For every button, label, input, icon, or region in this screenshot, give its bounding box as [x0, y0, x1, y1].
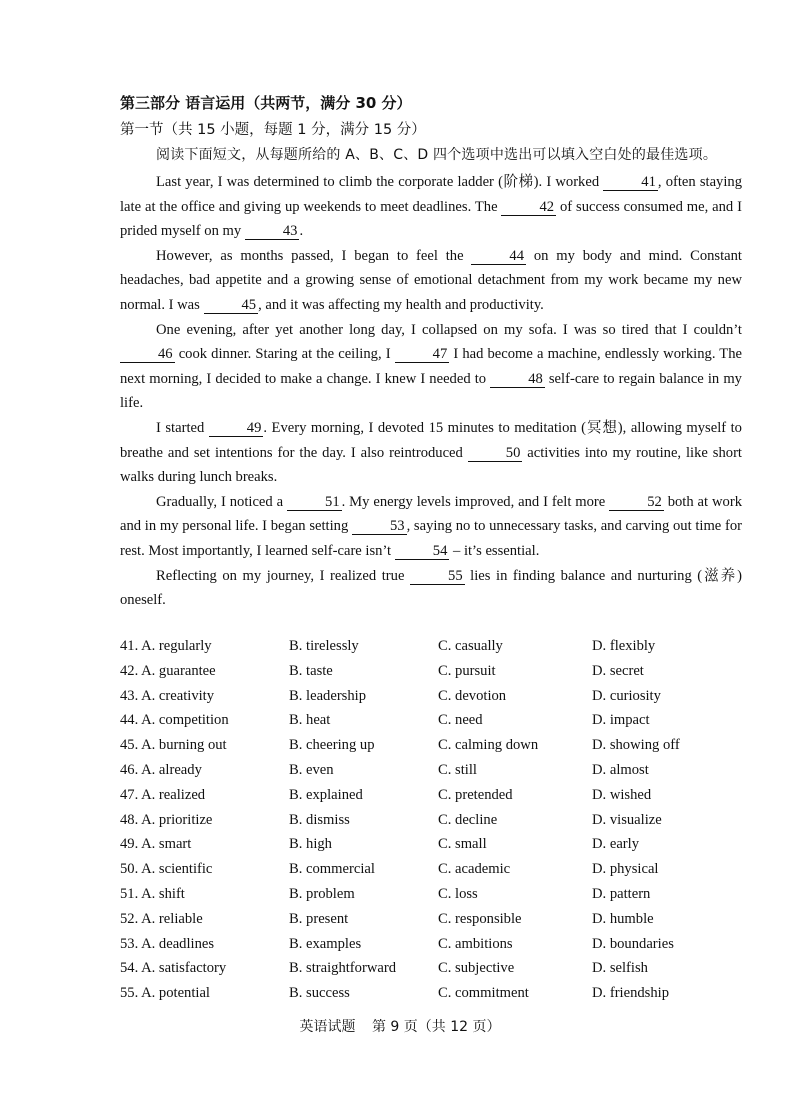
option-row: 44. A. competition B. heat C. need D. impact — [120, 712, 650, 729]
blank-48: 48 — [490, 372, 545, 388]
option-row: 41. A. regularly B. tirelessly C. casually D. flexibly — [120, 638, 656, 654]
option-row: 43. A. creativity B. leadership C. devotion D. curiosity — [120, 687, 661, 704]
option-row: 47. A. realized B. explained C. pretended D. wished — [120, 786, 652, 803]
option-row: 51. A. shift B. problem C. loss D. pattern — [120, 885, 651, 902]
option-row: 50. A. scientific B. commercial C. academic D. physical — [120, 861, 659, 878]
option-row: 55. A. potential B. success C. commitment D. friendship — [120, 985, 670, 1002]
cloze-passage — [120, 170, 742, 613]
blank-44: 44 — [471, 249, 526, 265]
paragraph-5: Gradually, I noticed a 51 . My energy levels improved, and I felt more 52 both at work and in my personal life. I began setting 53 , saying no to unnecessary tasks, and carving out time for rest. Most importantly, I learned self-care isn’t 54 – it’s essential. — [120, 493, 743, 559]
blank-55: 55 — [410, 569, 465, 585]
blank-42: 42 — [501, 200, 556, 216]
option-row: 46. A. already B. even C. still D. almost — [120, 761, 649, 778]
part-title: 第三部分 语言运用（共两节，满分 30 分） — [120, 94, 412, 112]
option-row: 54. A. satisfactory B. straightforward C. subjective D. selfish — [120, 960, 648, 977]
footer-subject: 英语试题 — [299, 1019, 356, 1035]
paragraph-3: One evening, after yet another long day, I collapsed on my sofa. I was so tired that I couldn’t 46 cook dinner. Staring at the ceiling, I 47 I had become a machine, endlessly working. The next morning, I decided to make a change. I knew I needed to 48 self-care to regain balance in my life. — [120, 321, 742, 412]
blank-53: 53 — [352, 519, 407, 535]
instructions: 阅读下面短文，从每题所给的 A、B、C、D 四个选项中选出可以填入空白处的最佳选项。 — [156, 147, 718, 163]
blank-45: 45 — [204, 298, 259, 314]
blank-54: 54 — [395, 544, 450, 560]
option-row: 42. A. guarantee B. taste C. pursuit D. secret — [120, 662, 644, 679]
section-title: 第一节（共 15 小题，每题 1 分，满分 15 分） — [120, 122, 426, 138]
blank-47: 47 — [395, 347, 450, 363]
blank-51: 51 — [287, 495, 342, 511]
blank-43: 43 — [245, 224, 300, 240]
blank-50: 50 — [468, 446, 523, 462]
option-row: 45. A. burning out B. cheering up C. calming down D. showing off — [120, 737, 680, 754]
blank-41: 41 — [603, 175, 658, 191]
blank-49: 49 — [209, 421, 264, 437]
paragraph-1: Last year, I was determined to climb the corporate ladder (阶梯). I worked 41 , often staying late at the office and giving up weekends to meet deadlines. The 42 of success consumed me, and I prided myself on my 43 . — [120, 174, 743, 240]
page-footer — [0, 1016, 800, 1036]
page-number: 第 9 页（共 12 页） — [371, 1019, 501, 1035]
blank-46: 46 — [120, 347, 175, 363]
options-table — [120, 638, 760, 1010]
paragraph-4: I started 49 . Every morning, I devoted 15 minutes to meditation (冥想), allowing myself to breathe and set intentions for the day. I also reintroduced 50 activities into my routine, like short walks during lunch breaks. — [120, 419, 742, 486]
blank-52: 52 — [609, 495, 664, 511]
option-row: 49. A. smart B. high C. small D. early — [120, 836, 640, 853]
option-row: 48. A. prioritize B. dismiss C. decline D. visualize — [120, 811, 662, 828]
option-row: 52. A. reliable B. present C. responsible D. humble — [120, 910, 654, 927]
option-row: 53. A. deadlines B. examples C. ambitions D. boundaries — [120, 935, 674, 952]
paragraph-2: However, as months passed, I began to feel the 44 on my body and mind. Constant headaches, bad appetite and a growing sense of emotional detachment from my work became my new normal. I was 45 , and it was affecting my health and productivity. — [120, 247, 742, 313]
paragraph-6: Reflecting on my journey, I realized true 55 lies in finding balance and nurturing (滋养) oneself. — [120, 567, 742, 609]
